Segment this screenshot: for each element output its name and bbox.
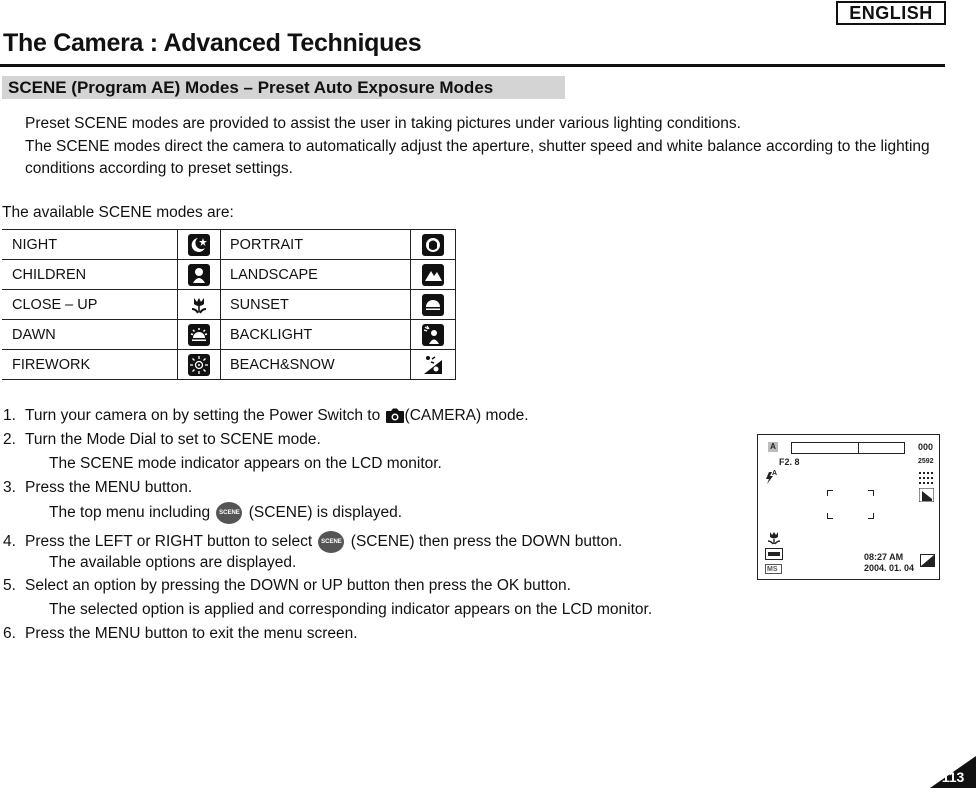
step-number: 2. xyxy=(3,431,16,448)
quality-icon xyxy=(919,472,933,484)
step-4-detail: The available options are displayed. xyxy=(49,554,297,571)
step-number: 5. xyxy=(3,577,16,594)
mode-name: BACKLIGHT xyxy=(221,320,411,350)
table-row xyxy=(2,320,456,350)
step-text: The top menu including xyxy=(49,504,211,522)
section-heading: SCENE (Program AE) Modes – Preset Auto Exposure Modes xyxy=(2,76,565,99)
step-text: (CAMERA) mode. xyxy=(404,407,529,424)
close-up-icon xyxy=(188,294,210,316)
landscape-icon xyxy=(422,264,444,286)
step-number: 1. xyxy=(3,407,16,424)
portrait-icon xyxy=(422,234,444,256)
step-2-detail: The SCENE mode indicator appears on the LCD monitor. xyxy=(49,455,442,472)
backlight-icon xyxy=(422,324,444,346)
memory-icon: MS xyxy=(765,564,782,574)
lcd-mode-indicator: A xyxy=(768,442,778,452)
step-text: Press the MENU button to exit the menu screen. xyxy=(25,625,358,642)
lcd-flash-mode: A xyxy=(772,470,778,477)
battery-icon xyxy=(765,548,783,560)
lcd-monitor-illustration xyxy=(757,434,940,580)
table-row xyxy=(2,260,456,290)
step-text: Select an option by pressing the DOWN or UP button then press the OK button. xyxy=(25,577,571,594)
lcd-date: 2004. 01. 04 xyxy=(864,563,915,573)
table-row xyxy=(2,290,456,320)
mode-name: CHILDREN xyxy=(2,260,178,290)
page-number-badge xyxy=(930,756,976,788)
backlight-scene-icon xyxy=(919,488,934,502)
page-number: 113 xyxy=(941,769,965,785)
available-modes-label: The available SCENE modes are: xyxy=(2,204,234,221)
children-icon xyxy=(188,264,210,286)
scene-modes-table xyxy=(2,229,456,380)
language-badge: ENGLISH xyxy=(836,1,946,25)
focus-bracket-tr xyxy=(868,490,874,496)
mode-name: NIGHT xyxy=(2,230,178,260)
focus-bracket-bl xyxy=(827,513,833,519)
macro-icon xyxy=(766,531,782,545)
intro-line-1: Preset SCENE modes are provided to assist the user in taking pictures under various lighting conditions. xyxy=(25,115,741,132)
step-text: (SCENE) is displayed. xyxy=(248,504,403,522)
sunset-icon xyxy=(422,294,444,316)
step-3 xyxy=(3,479,192,497)
lcd-resolution: 2592 xyxy=(918,458,934,465)
step-5 xyxy=(3,577,571,595)
step-6 xyxy=(3,625,358,643)
focus-bracket-br xyxy=(868,513,874,519)
step-text: Press the LEFT or RIGHT button to select xyxy=(25,533,313,551)
intro-text xyxy=(25,113,945,181)
lcd-shots-remaining: 000 xyxy=(918,442,934,452)
focus-bracket-tl xyxy=(827,490,833,496)
step-number: 6. xyxy=(3,625,16,642)
step-1 xyxy=(3,407,529,425)
intro-line-2: The SCENE modes direct the camera to automatically adjust the aperture, shutter speed and white balance according to the lighting conditions according to preset settings. xyxy=(25,137,930,177)
mode-name: LANDSCAPE xyxy=(221,260,411,290)
step-2 xyxy=(3,431,321,449)
step-5-detail: The selected option is applied and corresponding indicator appears on the LCD monitor. xyxy=(49,601,653,618)
lcd-time: 08:27 AM xyxy=(864,552,904,562)
scene-icon: SCENE xyxy=(216,502,242,524)
camera-icon xyxy=(385,407,405,424)
step-number: 3. xyxy=(3,479,16,496)
exposure-icon xyxy=(920,554,935,567)
firework-icon xyxy=(188,354,210,376)
mode-name: PORTRAIT xyxy=(221,230,411,260)
title-divider xyxy=(0,64,945,67)
beach-snow-icon xyxy=(422,354,444,376)
mode-name: BEACH&SNOW xyxy=(221,350,411,380)
step-4 xyxy=(3,531,622,553)
lcd-zoom-bar xyxy=(791,442,905,454)
step-number: 4. xyxy=(3,533,16,551)
page-title: The Camera : Advanced Techniques xyxy=(3,29,422,57)
step-text: Press the MENU button. xyxy=(25,479,193,496)
scene-icon: SCENE xyxy=(318,531,344,553)
step-text: Turn your camera on by setting the Power Switch to xyxy=(25,407,381,424)
step-3-detail xyxy=(49,502,402,524)
night-icon xyxy=(188,234,210,256)
table-row xyxy=(2,230,456,260)
mode-name: DAWN xyxy=(2,320,178,350)
mode-name: CLOSE – UP xyxy=(2,290,178,320)
step-text: Turn the Mode Dial to set to SCENE mode. xyxy=(25,431,321,448)
dawn-icon xyxy=(188,324,210,346)
lcd-aperture: F2. 8 xyxy=(779,457,800,467)
mode-name: SUNSET xyxy=(221,290,411,320)
step-text: (SCENE) then press the DOWN button. xyxy=(350,533,623,551)
mode-name: FIREWORK xyxy=(2,350,178,380)
table-row xyxy=(2,350,456,380)
